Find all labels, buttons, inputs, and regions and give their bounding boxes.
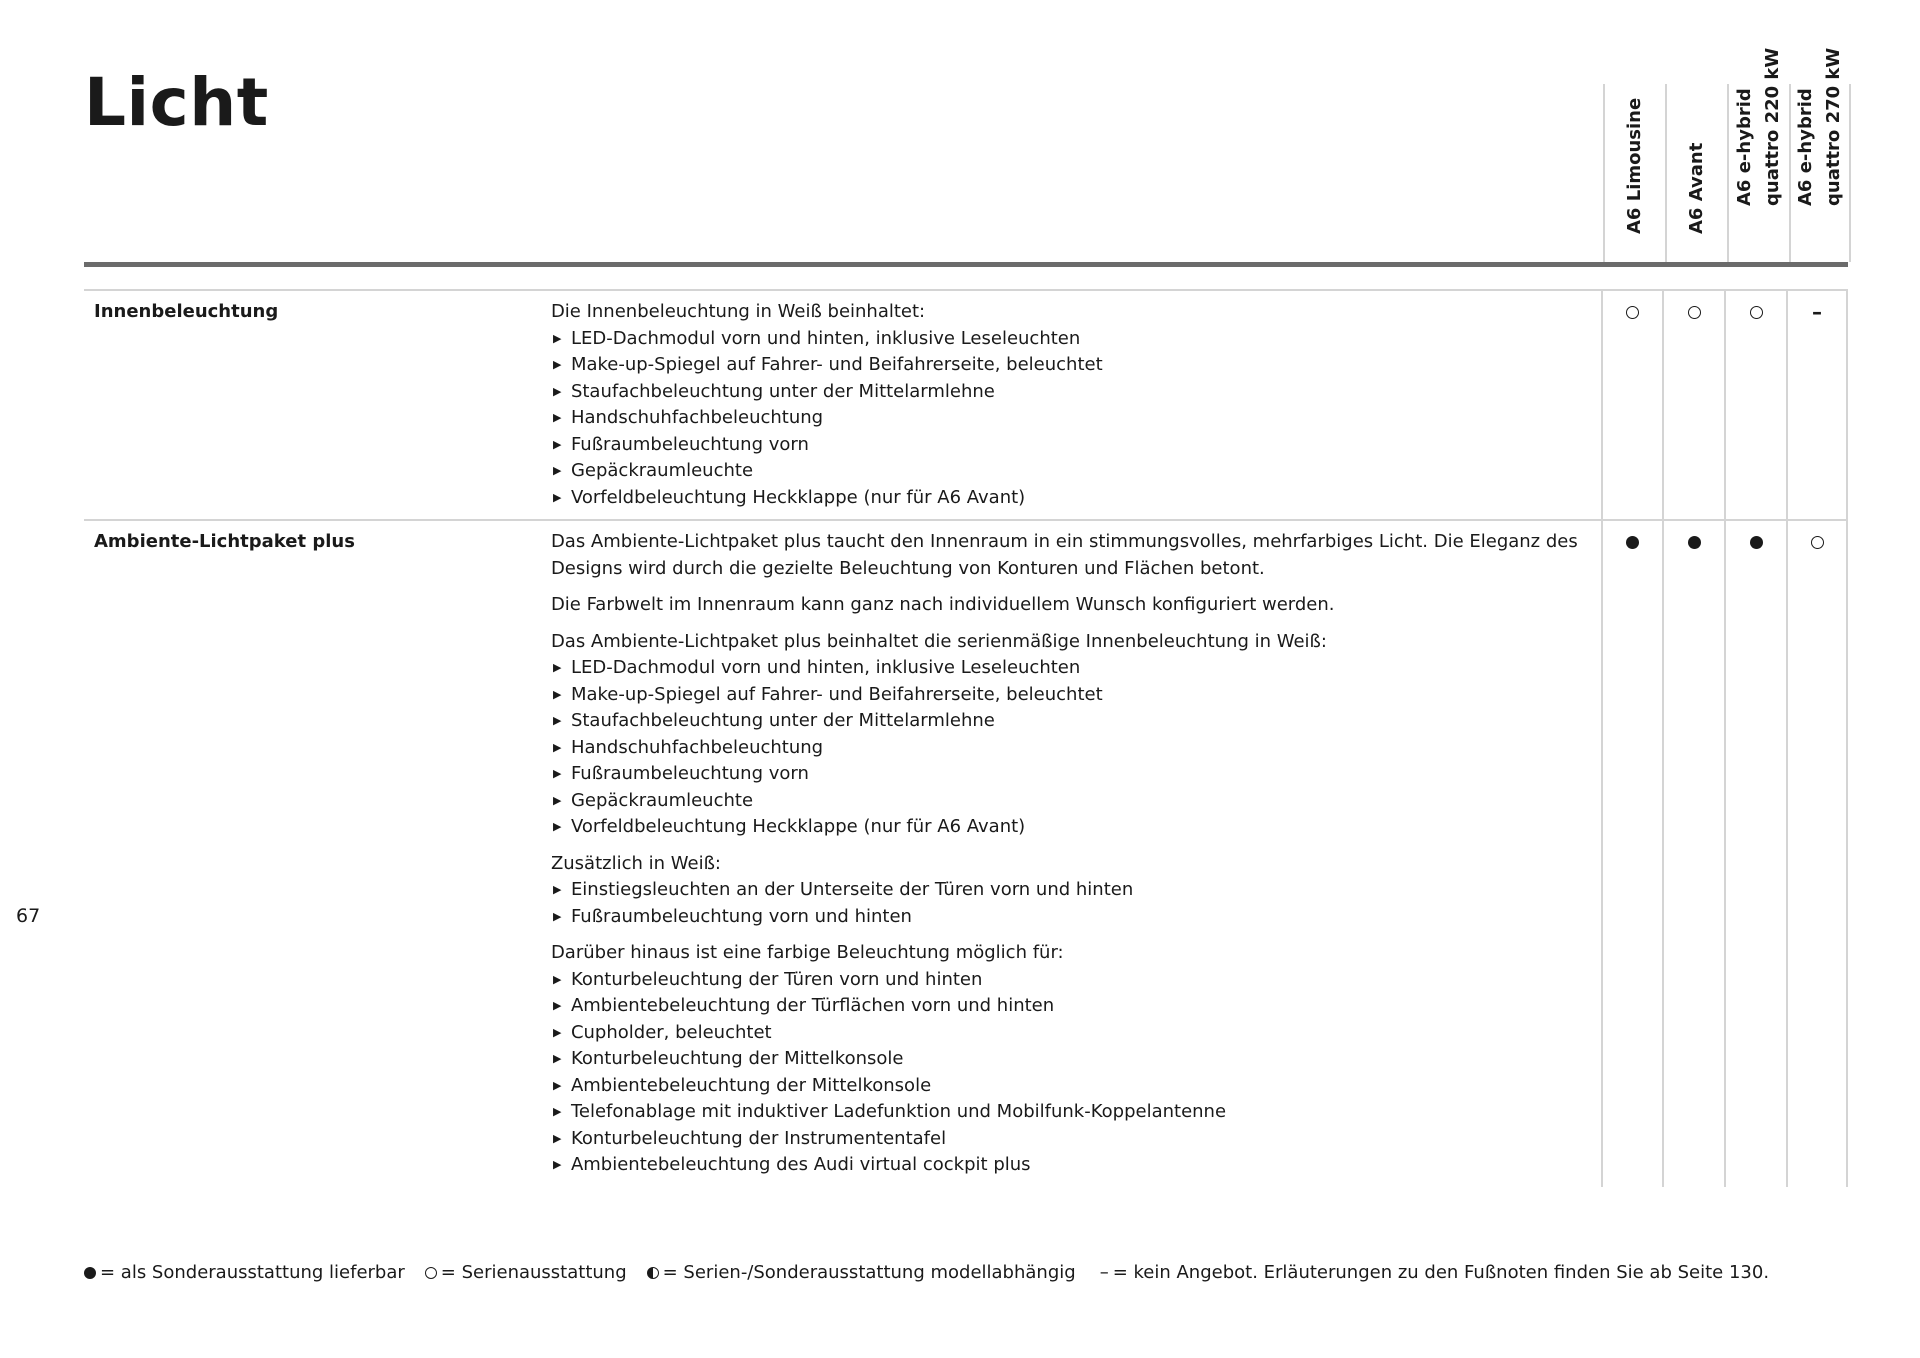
sonder-icon: [1626, 536, 1639, 549]
serie-icon: [1626, 306, 1639, 319]
list-item: ▶ LED-Dachmodul vorn und hinten, inklusive Leseleuchten: [551, 655, 1581, 682]
half-circle-icon: [647, 1267, 659, 1279]
list-item: ▶ Staufachbeleuchtung unter der Mittelarmlehne: [551, 379, 1581, 406]
description-paragraph: Die Farbwelt im Innenraum kann ganz nach individuellem Wunsch konfiguriert werden.: [550, 594, 1335, 615]
availability-a6-limousine: [1601, 291, 1663, 519]
list-item: ▶ Vorfeldbeleuchtung Heckklappe (nur für A6 Avant): [551, 814, 1581, 841]
table-row-ambiente-lichtpaket-plus: [84, 521, 1848, 1187]
row-description: [551, 291, 1601, 519]
availability-a6-e-hybrid-270: [1786, 521, 1848, 1187]
legend-item-sonder: = als Sonderausstattung lieferbar: [84, 1262, 405, 1283]
intro-text: Darüber hinaus ist eine farbige Beleuchtung möglich für:: [550, 942, 1064, 963]
list-item: ▶ Handschuhfachbeleuchtung: [551, 735, 1581, 762]
feature-list: [551, 326, 1581, 512]
list-item: ▶ Ambientebeleuchtung der Türflächen vorn und hinten: [551, 993, 1581, 1020]
row-description: [551, 521, 1601, 1187]
legend: [84, 1262, 1789, 1283]
table-row-innenbeleuchtung: [84, 291, 1848, 521]
availability-a6-e-hybrid-220: [1724, 521, 1786, 1187]
availability-a6-avant: [1662, 291, 1724, 519]
list-item: ▶ LED-Dachmodul vorn und hinten, inklusive Leseleuchten: [551, 326, 1581, 353]
list-item: ▶ Gepäckraumleuchte: [551, 788, 1581, 815]
list-item: ▶ Fußraumbeleuchtung vorn und hinten: [551, 904, 1581, 931]
row-label: Ambiente-Lichtpaket plus: [94, 531, 355, 552]
availability-a6-e-hybrid-270: [1786, 291, 1848, 519]
legend-item-mixed: = Serien-/Sonderausstattung modellabhängig: [647, 1262, 1076, 1283]
availability-a6-avant: [1662, 521, 1724, 1187]
list-item: ▶ Telefonablage mit induktiver Ladefunktion und Mobilfunk-Koppelantenne: [551, 1099, 1581, 1126]
dash-icon: –: [1099, 1262, 1109, 1283]
feature-list: [551, 967, 1581, 1179]
list-item: ▶ Make-up-Spiegel auf Fahrer- und Beifahrerseite, beleuchtet: [551, 352, 1581, 379]
legend-item-serie: = Serienausstattung: [425, 1262, 627, 1283]
header-divider: [84, 262, 1848, 267]
serie-icon: [1811, 536, 1824, 549]
not-available-dash: –: [1812, 300, 1823, 324]
page-number: 67: [16, 905, 41, 927]
availability-a6-e-hybrid-220: [1724, 291, 1786, 519]
list-item: ▶ Gepäckraumleuchte: [551, 458, 1581, 485]
list-item: ▶ Handschuhfachbeleuchtung: [551, 405, 1581, 432]
sonder-icon: [1688, 536, 1701, 549]
list-item: ▶ Konturbeleuchtung der Türen vorn und hinten: [551, 967, 1581, 994]
column-header-a6-limousine: A6 Limousine: [1603, 84, 1665, 262]
serie-icon: [1750, 306, 1763, 319]
description-paragraph: Das Ambiente-Lichtpaket plus taucht den Innenraum in ein stimmungsvolles, mehrfarbiges Licht. Die Eleganz des Designs wird durch die gezielte Beleuchtung von Konturen und Flächen betont.: [550, 531, 1578, 579]
list-item: ▶ Fußraumbeleuchtung vorn: [551, 761, 1581, 788]
row-label: Innenbeleuchtung: [94, 301, 279, 322]
list-item: ▶ Vorfeldbeleuchtung Heckklappe (nur für A6 Avant): [551, 485, 1581, 512]
equipment-table: [84, 289, 1848, 1187]
serie-icon: [1688, 306, 1701, 319]
feature-list: [551, 655, 1581, 841]
intro-text: Das Ambiente-Lichtpaket plus beinhaltet die serienmäßige Innenbeleuchtung in Weiß:: [550, 630, 1327, 652]
empty-circle-icon: [425, 1267, 437, 1279]
list-item: ▶ Einstiegsleuchten an der Unterseite der Türen vorn und hinten: [551, 877, 1581, 904]
legend-item-none: – = kein Angebot. Erläuterungen zu den Fußnoten finden Sie ab Seite 130.: [1099, 1262, 1770, 1283]
list-item: ▶ Konturbeleuchtung der Instrumententafel: [551, 1126, 1581, 1153]
filled-circle-icon: [84, 1267, 96, 1279]
page-title: Licht: [84, 64, 269, 141]
list-item: ▶ Ambientebeleuchtung des Audi virtual cockpit plus: [551, 1152, 1581, 1179]
list-item: ▶ Make-up-Spiegel auf Fahrer- und Beifahrerseite, beleuchtet: [551, 682, 1581, 709]
intro-text: Zusätzlich in Weiß:: [550, 852, 721, 874]
list-item: ▶ Fußraumbeleuchtung vorn: [551, 432, 1581, 459]
list-item: ▶ Konturbeleuchtung der Mittelkonsole: [551, 1046, 1581, 1073]
column-header-a6-avant: A6 Avant: [1665, 84, 1727, 262]
column-header-a6-e-hybrid-220: A6 e-hybrid quattro 220 kW: [1727, 84, 1789, 262]
feature-list: [551, 877, 1581, 930]
intro-text: Die Innenbeleuchtung in Weiß beinhaltet:: [550, 301, 926, 322]
list-item: ▶ Staufachbeleuchtung unter der Mittelarmlehne: [551, 708, 1581, 735]
availability-a6-limousine: [1601, 521, 1663, 1187]
sonder-icon: [1750, 536, 1763, 549]
list-item: ▶ Ambientebeleuchtung der Mittelkonsole: [551, 1073, 1581, 1100]
list-item: ▶ Cupholder, beleuchtet: [551, 1020, 1581, 1047]
column-header-a6-e-hybrid-270: A6 e-hybrid quattro 270 kW: [1789, 84, 1851, 262]
